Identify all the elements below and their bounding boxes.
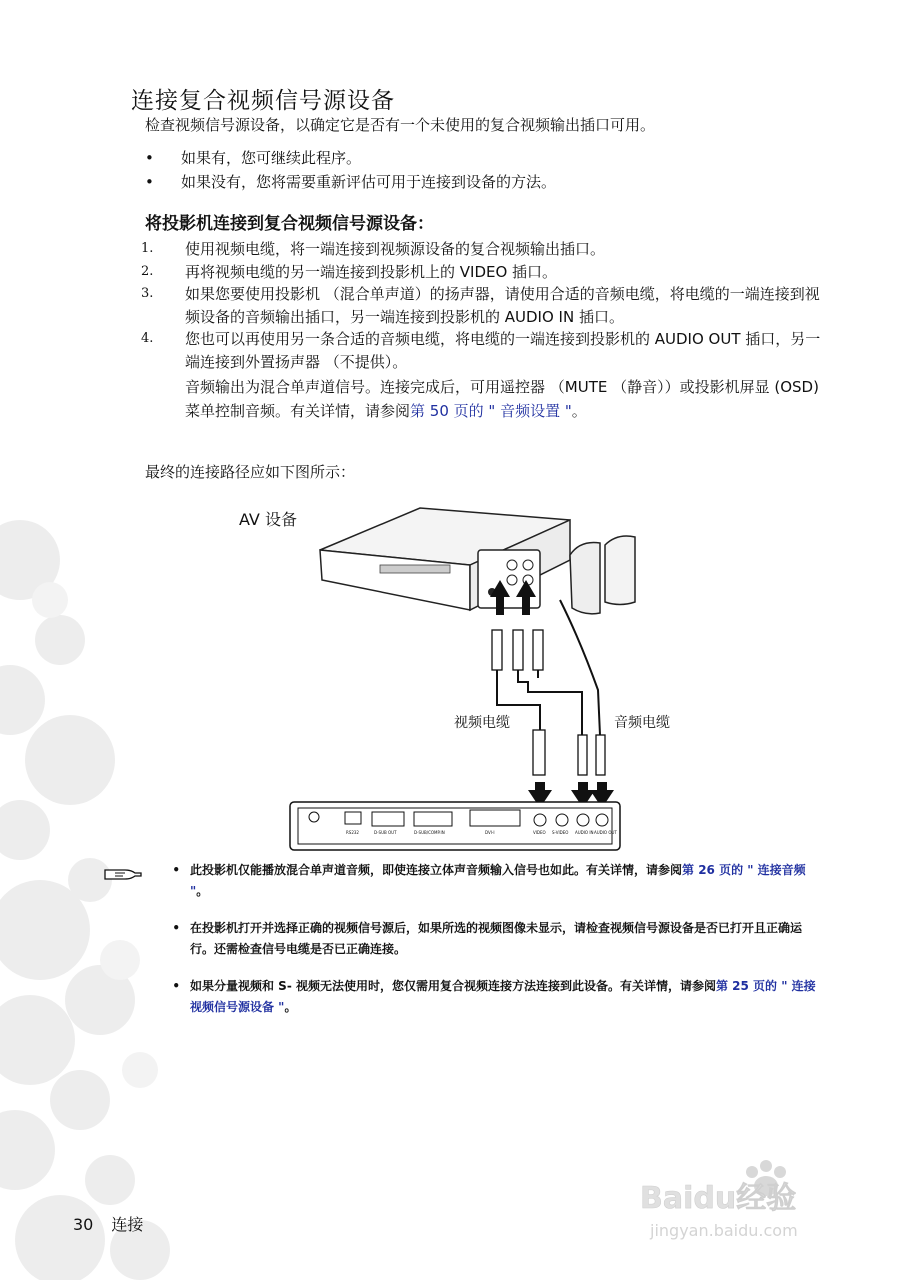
- port-label: S-VIDEO: [552, 830, 569, 835]
- final-line: 最终的连接路径应如下图所示：: [145, 463, 356, 481]
- projector-panel-icon: [290, 802, 620, 850]
- step-item: 2. 再将视频电缆的另一端连接到投影机上的 VIDEO 插口。: [141, 262, 558, 281]
- step-item: 1. 使用视频电缆，将一端连接到视频源设备的复合视频输出插口。: [141, 240, 606, 258]
- port-label: D-SUB/COMP.IN: [414, 830, 445, 835]
- procedure-heading: 将投影机连接到复合视频信号源设备：: [145, 214, 434, 234]
- step-item: 4. 您也可以再使用另一条合适的音频电缆，将电缆的一端连接到投影机的 AUDIO OUT 插口，另一端连接到外置扬声器 （不提供）。: [141, 330, 821, 371]
- watermark-brand: Baidu经验: [640, 1181, 797, 1216]
- port-label: AUDIO OUT: [594, 830, 617, 835]
- note-item: • 此投影机仅能播放混合单声道音频，即使连接立体声音频输入信号也如此。有关详情，请参阅第 26 页的 " 连接音频 "。: [172, 863, 806, 898]
- note-item: • 在投影机打开并选择正确的视频信号源后，如果所选的视频图像未显示，请检查视频信号源设备是否已打开且正确运行。还需检查信号电缆是否已正确连接。: [172, 921, 803, 956]
- list-item: • 如果有，您可继续此程序。: [145, 149, 362, 167]
- port-label: D-SUB OUT: [374, 830, 397, 835]
- watermark-url: jingyan.baidu.com: [650, 1221, 798, 1240]
- step4-note: 音频输出为混合单声道信号。连接完成后，可用遥控器 （MUTE （静音））或投影机屏显 (OSD) 菜单控制音频。有关详情，请参阅第 50 页的 " 音频设置 "。: [185, 378, 819, 420]
- port-label: VIDEO: [533, 830, 546, 835]
- page-footer: [73, 1212, 143, 1235]
- video-cable-label: 视频电缆: [454, 715, 510, 731]
- audio-settings-link[interactable]: 第 50 页的 " 音频设置 ": [410, 402, 572, 420]
- intro-paragraph: 检查视频信号源设备，以确定它是否有一个未使用的复合视频输出插口可用。: [145, 116, 656, 134]
- section-title: 连接复合视频信号源设备: [131, 88, 395, 114]
- speaker-icon: [570, 536, 635, 614]
- list-item: • 如果没有，您将需要重新评估可用于连接到设备的方法。: [145, 173, 557, 191]
- port-label: AUDIO IN: [575, 830, 594, 835]
- port-label: DVI-I: [485, 830, 495, 835]
- connect-video-source-link[interactable]: 第 25 页的 " 连接视频信号源设备 ": [190, 979, 816, 1014]
- audio-cable-label: 音频电缆: [614, 715, 670, 731]
- port-label: RS232: [346, 830, 359, 835]
- page-number: 30: [73, 1215, 94, 1234]
- baidu-watermark: [640, 1158, 880, 1248]
- av-device-label: AV 设备: [239, 510, 297, 529]
- step-item: 3. 如果您要使用投影机 （混合单声道）的扬声器，请使用合适的音频电缆，将电缆的一端连接到视频设备的音频输出插口，另一端连接到投影机的 AUDIO IN 插口。: [141, 285, 820, 326]
- note-item: • 如果分量视频和 S- 视频无法使用时，您仅需用复合视频连接方法连接到此设备。有关详情，请参阅第 25 页的 " 连接视频信号源设备 "。: [172, 979, 816, 1014]
- notes-list: [118, 860, 818, 1034]
- connect-audio-link[interactable]: 第 26 页的 " 连接音频 ": [190, 863, 806, 898]
- chapter-name: 连接: [111, 1215, 144, 1234]
